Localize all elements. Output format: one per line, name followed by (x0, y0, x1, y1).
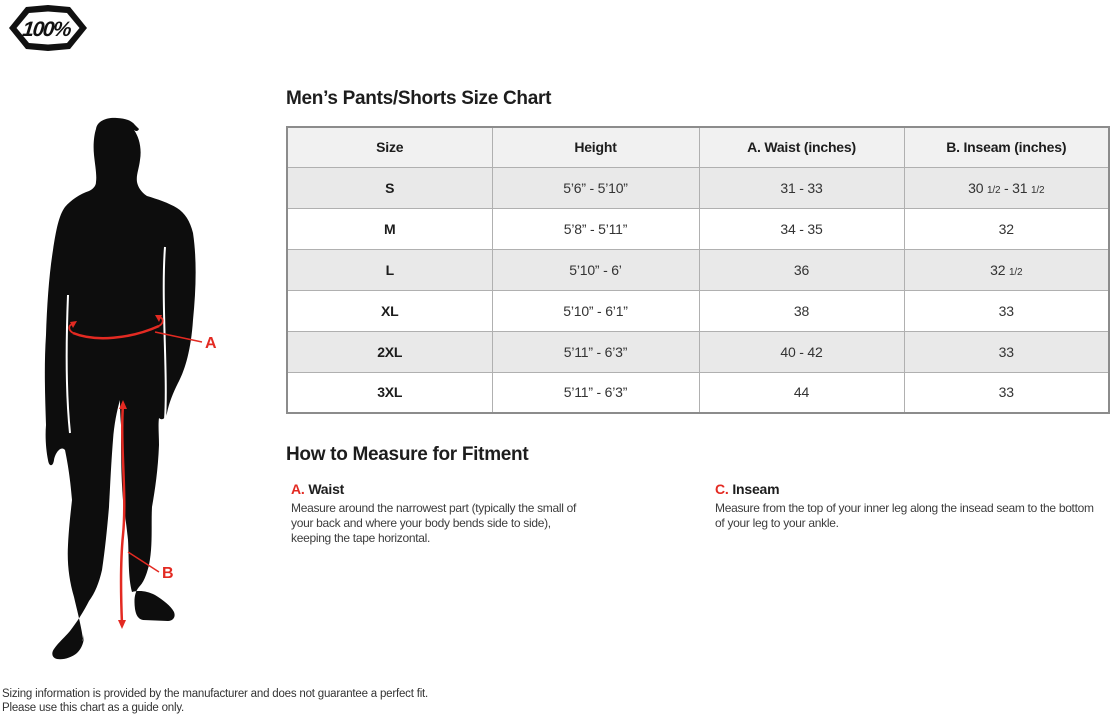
cell-size: XL (287, 290, 492, 331)
svg-text:100%: 100% (21, 18, 72, 41)
cell-height: 5’11” - 6’3” (492, 372, 699, 413)
annotation-b-label: B (162, 565, 174, 582)
cell-waist: 38 (699, 290, 904, 331)
measure-name-waist: Waist (308, 481, 345, 497)
measure-label-c: C. (715, 481, 729, 497)
measurement-figure (25, 115, 240, 665)
brand-logo (8, 4, 88, 52)
measure-item-heading (715, 481, 1100, 497)
measure-section-title: How to Measure for Fitment (286, 444, 529, 465)
cell-height: 5’8” - 5’11” (492, 208, 699, 249)
disclaimer-line-1: Sizing information is provided by the manufacturer and does not guarantee a perfect fit. (2, 688, 429, 700)
measure-name-inseam: Inseam (732, 481, 780, 497)
size-chart (286, 126, 1108, 414)
cell-waist: 40 - 42 (699, 331, 904, 372)
size-chart-row-3XL (287, 372, 1109, 413)
measure-item-heading (291, 481, 591, 497)
cell-height: 5’10” - 6’ (492, 249, 699, 290)
measure-label-a: A. (291, 481, 305, 497)
page-title: Men’s Pants/Shorts Size Chart (286, 88, 552, 109)
measure-description-inseam: Measure from the top of your inner leg along the insead seam to the bottom of your leg to your ankle. (715, 501, 1094, 530)
size-chart-row-XL (287, 290, 1109, 331)
measure-item-waist (291, 481, 591, 546)
cell-size: 3XL (287, 372, 492, 413)
column-header-waist: A. Waist (inches) (699, 127, 904, 167)
cell-inseam: 30 1/2 - 31 1/2 (904, 167, 1109, 208)
size-chart-row-S (287, 167, 1109, 208)
size-chart-row-L (287, 249, 1109, 290)
disclaimer (2, 687, 428, 715)
disclaimer-line-2: Please use this chart as a guide only. (2, 702, 185, 714)
cell-inseam: 32 1/2 (904, 249, 1109, 290)
column-header-size: Size (287, 127, 492, 167)
measure-description-waist: Measure around the narrowest part (typically the small of your back and where your body bends side to side), keeping the tape horizontal. (291, 501, 577, 545)
cell-inseam: 33 (904, 331, 1109, 372)
size-chart-row-M (287, 208, 1109, 249)
cell-height: 5’6” - 5’10” (492, 167, 699, 208)
cell-waist: 34 - 35 (699, 208, 904, 249)
cell-waist: 31 - 33 (699, 167, 904, 208)
cell-waist: 36 (699, 249, 904, 290)
cell-inseam: 32 (904, 208, 1109, 249)
cell-height: 5’11” - 6’3” (492, 331, 699, 372)
size-chart-header-row (287, 127, 1109, 167)
hundred-percent-logo-icon (8, 4, 88, 52)
size-chart-row-2XL (287, 331, 1109, 372)
column-header-inseam: B. Inseam (inches) (904, 127, 1109, 167)
annotation-a-label: A (205, 335, 217, 352)
cell-size: 2XL (287, 331, 492, 372)
measure-item-inseam (715, 481, 1100, 531)
size-chart-table (286, 126, 1110, 414)
inseam-arrow-bottom (118, 620, 126, 629)
cell-inseam: 33 (904, 290, 1109, 331)
cell-inseam: 33 (904, 372, 1109, 413)
cell-size: M (287, 208, 492, 249)
cell-size: S (287, 167, 492, 208)
cell-waist: 44 (699, 372, 904, 413)
cell-height: 5’10” - 6’1” (492, 290, 699, 331)
column-header-height: Height (492, 127, 699, 167)
size-chart-body (287, 167, 1109, 413)
cell-size: L (287, 249, 492, 290)
